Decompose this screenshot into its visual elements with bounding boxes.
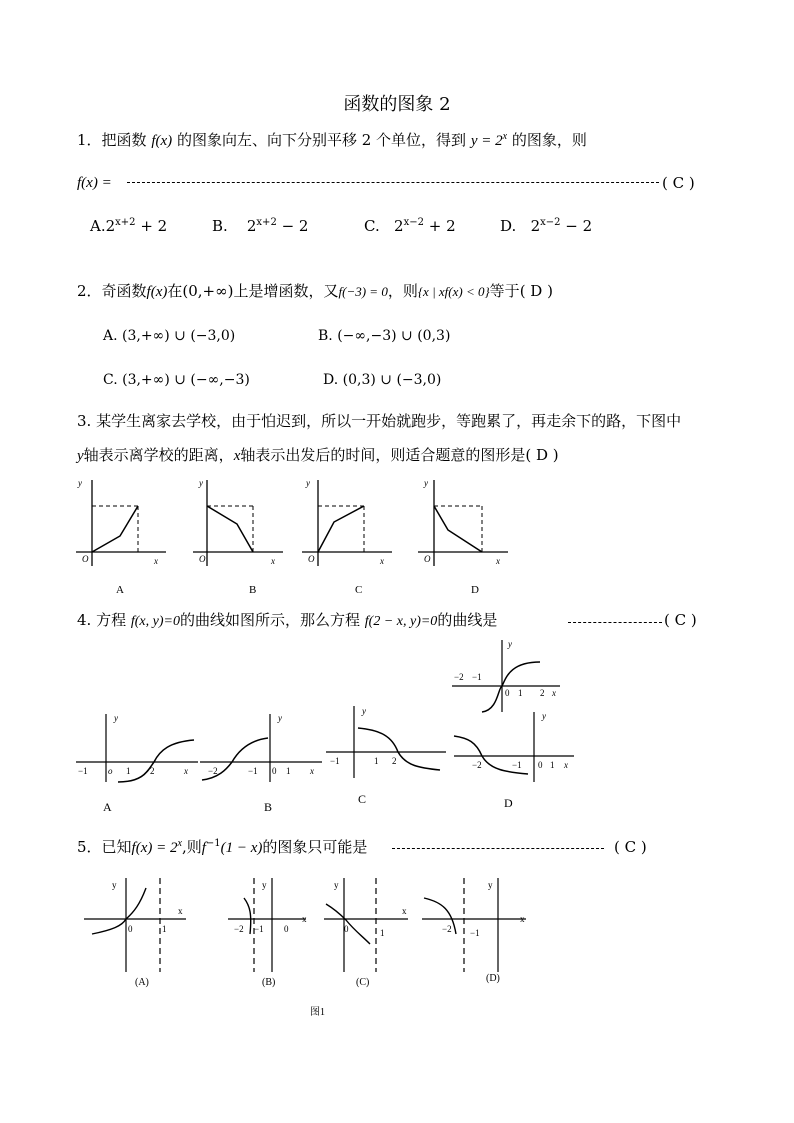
q5-graph-d [420, 874, 532, 974]
q2-in: 在 [167, 282, 183, 300]
q4-a-p1: 1 [126, 766, 131, 776]
q1-exp: x [502, 131, 508, 142]
q1-option-b-tail: − 2 [281, 217, 309, 235]
q5-b-y-label: y [262, 880, 267, 890]
q4-b-y-label: y [278, 713, 282, 723]
q1-option-b-exp: x+2 [256, 217, 277, 228]
q2-set: {x | xf(x) < 0} [417, 284, 490, 299]
q4-graph-c [324, 704, 448, 778]
q1-option-d-tail: − 2 [565, 217, 593, 235]
q2-condition: f(−3) = 0 [338, 284, 388, 299]
q5-tail: 的图象只可能是 [262, 838, 368, 856]
q3-x-var: x [233, 448, 241, 464]
q5-c-x-label: x [402, 906, 407, 916]
q5-arg: (1 − x) [220, 840, 263, 856]
q3-graph-d [412, 478, 512, 568]
q5-inv-exp: −1 [205, 838, 221, 849]
q4-graph-d [452, 710, 576, 782]
q5-answer: ( C ) [614, 838, 647, 856]
q5-d-x-label: x [520, 914, 525, 924]
q1-option-d [500, 216, 592, 236]
q4-graph-a [74, 712, 200, 782]
q3-d-x-label: x [496, 556, 500, 566]
q1-mid: 的图象向左、向下分别平移 2 个单位，得到 [176, 131, 467, 149]
q4-c-y-label: y [362, 706, 366, 716]
q1-option-a-tail: + 2 [140, 217, 168, 235]
q4-d-m1: −1 [512, 760, 522, 770]
q4-dash-line [568, 622, 662, 623]
q5-label-d: (D) [486, 973, 500, 984]
q4-ref-x-label: x [552, 688, 556, 698]
q1-tail: 的图象，则 [511, 131, 587, 149]
q3-label-b: B [249, 584, 257, 596]
q5-b-zero: 0 [284, 924, 289, 934]
q5-finv: f [201, 840, 206, 856]
q4-d-p1: 1 [550, 760, 555, 770]
q5-graph-b [226, 874, 316, 974]
q3-label-d: D [471, 584, 479, 596]
q1-lhs: f(x) = [77, 175, 112, 191]
q4-b-x-label: x [310, 766, 314, 776]
q1-option-a-base: 2 [105, 217, 116, 235]
q4-label-d: D [504, 796, 513, 810]
q1-lead: 1．把函数 [77, 131, 147, 149]
q2-interval: (0,+∞) [182, 282, 234, 300]
q3-a-x-label: x [154, 556, 158, 566]
q3-d-y-label: y [424, 478, 428, 488]
q5-a-zero: 0 [128, 924, 133, 934]
q2-option-a: A. (3,+∞) ∪ (−3,0) [103, 328, 236, 344]
q3-b-x-label: x [271, 556, 275, 566]
q1-line1 [77, 130, 587, 151]
q2-increasing: 上是增函数，又 [233, 282, 339, 300]
q4-b-p1: 1 [286, 766, 291, 776]
q5-graph-a [82, 874, 192, 974]
q1-fx: f(x) [151, 133, 173, 149]
q4-a-y-label: y [114, 713, 118, 723]
q1-option-d-label: D. [500, 217, 517, 235]
q4-answer: ( C ) [664, 611, 697, 629]
q5-graph-c [322, 874, 412, 974]
q4-d-zero: 0 [538, 760, 543, 770]
q5-a-x-label: x [178, 906, 183, 916]
q2-line1 [77, 281, 553, 302]
q4-label-b: B [264, 800, 273, 814]
q1-option-c-base: 2 [394, 217, 404, 235]
q4-a-m1: −1 [78, 766, 88, 776]
q1-option-a [90, 216, 167, 236]
page-title: 函数的图象 2 [343, 94, 451, 115]
q5-lead: 5．已知 [77, 838, 132, 856]
q1-option-d-base: 2 [530, 217, 541, 235]
q5-label-b: (B) [262, 977, 276, 988]
q4-ref-p2: 2 [540, 688, 545, 698]
q4-d-y-label: y [542, 711, 546, 721]
q5-c-y-label: y [334, 880, 339, 890]
q5-line [77, 837, 367, 858]
q3-line2 [77, 445, 559, 466]
q3-line1: 3. 某学生离家去学校，由于怕迟到，所以一开始就跑步，等跑累了，再走余下的路，下图中 [77, 412, 682, 430]
q2-fx: f(x) [146, 284, 168, 300]
q4-ref-m2: −2 [454, 672, 464, 682]
q3-answer: ( D ) [525, 446, 559, 464]
q1-answer: ( C ) [662, 174, 695, 192]
q4-ref-y-label: y [508, 639, 512, 649]
q3-c-x-label: x [380, 556, 384, 566]
q1-option-a-label: A. [90, 217, 106, 235]
q3-x-desc: 轴表示出发后的时间，则适合题意的图形是 [240, 446, 526, 464]
q5-a-one: 1 [162, 924, 167, 934]
q4-ref-p1: 1 [518, 688, 523, 698]
q2-then: ，则 [387, 282, 418, 300]
q4-graph-b [198, 712, 324, 782]
q4-c-m1: −1 [330, 756, 340, 766]
q1-y-eq: y = 2 [470, 133, 503, 149]
q1-option-a-exp: x+2 [115, 217, 136, 228]
q3-y-desc: 轴表示离学校的距离， [83, 446, 234, 464]
q3-graph-b [187, 478, 287, 568]
q4-label-c: C [358, 792, 367, 806]
q2-option-d: D. (0,3) ∪ (−3,0) [323, 372, 442, 388]
q3-graph-a [70, 478, 170, 568]
q5-exp: x [177, 838, 182, 849]
q3-c-origin: O [308, 554, 315, 564]
q5-figure-caption: 图1 [310, 1007, 325, 1018]
q4-line [77, 610, 497, 632]
q4-mid: 的曲线如图所示，那么方程 [179, 611, 360, 629]
q2-equals: 等于 [489, 282, 520, 300]
q4-ref-zero: 0 [505, 688, 510, 698]
q5-label-c: (C) [356, 977, 370, 988]
q4-eq2: f(2 − x, y)=0 [364, 614, 438, 629]
q5-d-m1: −1 [470, 928, 480, 938]
q4-c-p2: 2 [392, 756, 397, 766]
q3-c-y-label: y [306, 478, 310, 488]
q4-lead: 4. 方程 [77, 611, 127, 629]
q4-d-x-label: x [564, 760, 568, 770]
q5-c-zero: 0 [344, 924, 349, 934]
q3-label-c: C [355, 584, 363, 596]
q1-option-c-exp: x−2 [403, 217, 424, 228]
q1-option-c [364, 216, 456, 236]
q3-b-y-label: y [199, 478, 203, 488]
q4-eq1: f(x, y)=0 [130, 614, 180, 629]
q4-b-zero: 0 [272, 766, 277, 776]
q4-reference-graph [446, 638, 566, 714]
q1-option-b-base: 2 [246, 217, 257, 235]
q4-b-m1: −1 [248, 766, 258, 776]
q3-b-origin: O [199, 554, 206, 564]
q1-option-b [212, 216, 308, 236]
q1-dash-line [127, 182, 659, 183]
q4-a-x-label: x [184, 766, 188, 776]
q5-dash-line [392, 848, 604, 849]
q3-d-origin: O [424, 554, 431, 564]
q4-tail: 的曲线是 [437, 611, 498, 629]
q4-ref-m1: −1 [472, 672, 482, 682]
q4-b-m2: −2 [208, 766, 218, 776]
q1-option-d-exp: x−2 [540, 217, 561, 228]
q4-label-a: A [103, 800, 112, 814]
q5-fx: f(x) = 2 [131, 840, 178, 856]
q5-b-m2: −2 [234, 924, 244, 934]
q5-a-y-label: y [112, 880, 117, 890]
q2-answer: ( D ) [519, 282, 553, 300]
q1-option-b-label: B. [212, 217, 228, 235]
q4-a-p2: 2 [150, 766, 155, 776]
q5-c-one: 1 [380, 928, 385, 938]
q3-a-y-label: y [78, 478, 82, 488]
q3-a-origin: O [82, 554, 89, 564]
q4-a-origin: o [108, 766, 113, 776]
q3-label-a: A [116, 584, 124, 596]
q5-d-m2: −2 [442, 924, 452, 934]
q5-d-y-label: y [488, 880, 493, 890]
q4-c-p1: 1 [374, 756, 379, 766]
q2-option-b: B. (−∞,−3) ∪ (0,3) [318, 328, 451, 344]
q5-label-a: (A) [135, 977, 149, 988]
q4-d-m2: −2 [472, 760, 482, 770]
q2-option-c: C. (3,+∞) ∪ (−∞,−3) [103, 372, 250, 388]
q5-then: ,则 [181, 838, 202, 856]
q5-b-x-label: x [302, 914, 307, 924]
q1-option-c-label: C. [364, 217, 380, 235]
q3-y-var: y [77, 448, 84, 464]
q3-graph-c [296, 478, 396, 568]
q2-lead: 2．奇函数 [77, 282, 147, 300]
q1-option-c-tail: + 2 [428, 217, 456, 235]
q5-b-m1: −1 [254, 924, 264, 934]
